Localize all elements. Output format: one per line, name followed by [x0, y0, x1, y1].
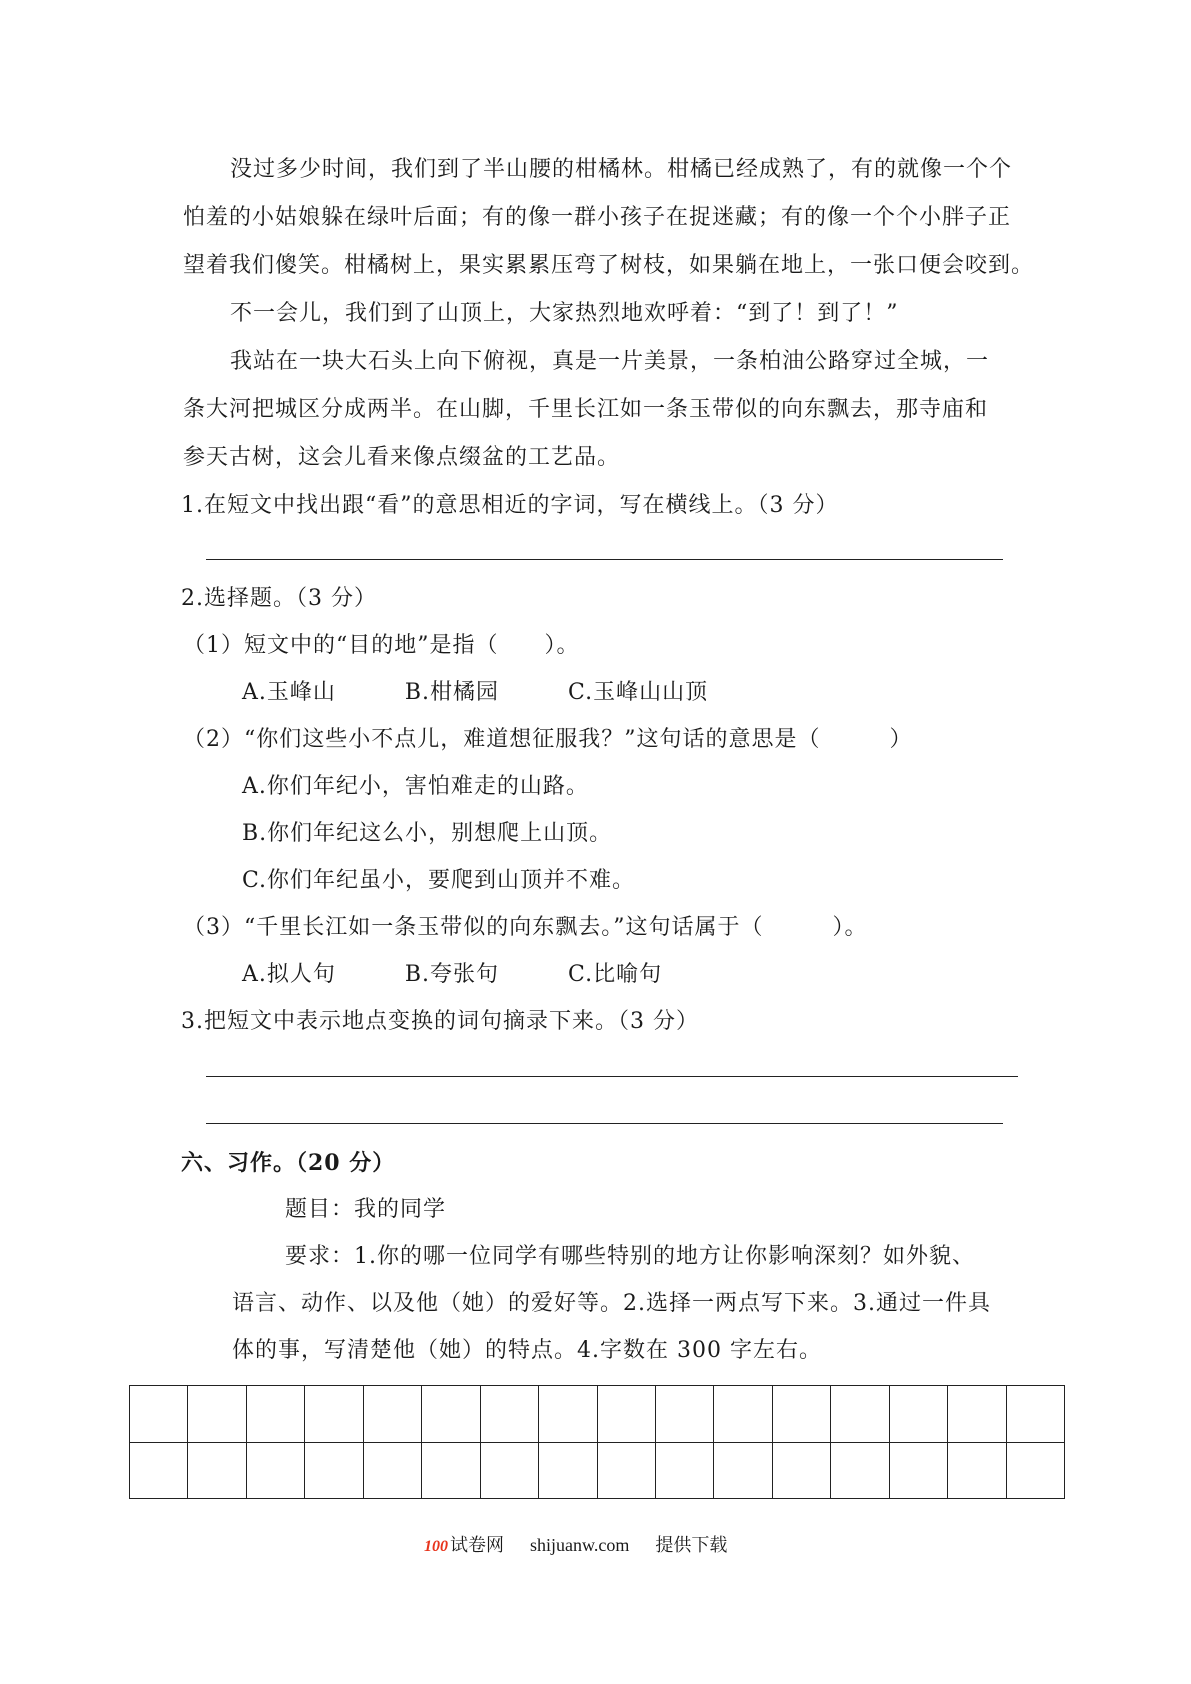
passage-line: 不一会儿，我们到了山顶上，大家热烈地欢呼着：“到了！到了！” [230, 301, 899, 326]
option-c: C.你们年纪虽小，要爬到山顶并不难。 [242, 868, 636, 893]
question-title: 2.选择题。（3 分） [181, 586, 377, 611]
grid-cell[interactable] [889, 1442, 947, 1499]
grid-cell[interactable] [246, 1386, 304, 1443]
grid-cell[interactable] [1006, 1386, 1064, 1443]
grid-cell[interactable] [831, 1386, 889, 1443]
grid-cell[interactable] [948, 1386, 1006, 1443]
grid-cell[interactable] [772, 1386, 830, 1443]
grid-cell[interactable] [539, 1442, 597, 1499]
option-b: B.你们年纪这么小，别想爬上山顶。 [242, 821, 613, 846]
grid-cell[interactable] [363, 1386, 421, 1443]
passage-line: 望着我们傻笑。柑橘树上，果实累累压弯了树枝，如果躺在地上，一张口便会咬到。 [183, 253, 1035, 278]
grid-cell[interactable] [597, 1386, 655, 1443]
grid-cell[interactable] [188, 1386, 246, 1443]
answer-line[interactable] [206, 1123, 1003, 1124]
question-text: 3.把短文中表示地点变换的词句摘录下来。（3 分） [181, 1009, 699, 1034]
grid-cell[interactable] [889, 1386, 947, 1443]
grid-cell[interactable] [363, 1442, 421, 1499]
section-heading: 六、习作。（20 分） [181, 1150, 396, 1176]
requirement-line: 语言、动作、以及他（她）的爱好等。2.选择一两点写下来。3.通过一件具 [232, 1291, 991, 1316]
grid-cell[interactable] [772, 1442, 830, 1499]
passage-line: 没过多少时间，我们到了半山腰的柑橘林。柑橘已经成熟了，有的就像一个个 [230, 157, 1013, 182]
grid-cell[interactable] [188, 1442, 246, 1499]
page-footer [424, 1533, 727, 1559]
answer-line[interactable] [206, 559, 1003, 560]
composition-topic: 题目：我的同学 [285, 1197, 447, 1222]
grid-cell[interactable] [480, 1442, 538, 1499]
grid-cell[interactable] [130, 1442, 188, 1499]
grid-cell[interactable] [948, 1442, 1006, 1499]
site-logo-text: 试卷网 [450, 1535, 504, 1555]
grid-cell[interactable] [714, 1386, 772, 1443]
grid-cell[interactable] [305, 1386, 363, 1443]
grid-cell[interactable] [422, 1442, 480, 1499]
sub-question-3: （3）“千里长江如一条玉带似的向东飘去。”这句话属于（ ）。 [183, 915, 868, 940]
option-a: A.你们年纪小，害怕难走的山路。 [242, 774, 589, 799]
grid-row [130, 1442, 1065, 1499]
grid-cell[interactable] [305, 1442, 363, 1499]
sub-question-3-options: A.拟人句 B.夸张句 C.比喻句 [242, 962, 663, 987]
grid-cell[interactable] [655, 1442, 713, 1499]
site-url[interactable]: shijuanw.com [530, 1535, 630, 1555]
sub-question-2: （2）“你们这些小不点儿，难道想征服我？”这句话的意思是（ ） [183, 727, 913, 752]
requirement-line: 要求：1.你的哪一位同学有哪些特别的地方让你影响深刻？如外貌、 [285, 1244, 975, 1269]
requirement-line: 体的事，写清楚他（她）的特点。4.字数在 300 字左右。 [232, 1338, 822, 1363]
answer-line[interactable] [206, 1076, 1018, 1077]
grid-cell[interactable] [539, 1386, 597, 1443]
sub-question-1-options: A.玉峰山 B.柑橘园 C.玉峰山山顶 [242, 680, 709, 705]
footer-note: 提供下载 [655, 1535, 728, 1555]
grid-cell[interactable] [422, 1386, 480, 1443]
grid-cell[interactable] [714, 1442, 772, 1499]
grid-cell[interactable] [130, 1386, 188, 1443]
passage-line: 参天古树，这会儿看来像点缀盆的工艺品。 [183, 445, 621, 470]
sub-question-1: （1）短文中的“目的地”是指（ ）。 [183, 633, 580, 658]
site-logo: 100 [424, 1538, 448, 1555]
passage-line: 我站在一块大石头上向下俯视，真是一片美景，一条柏油公路穿过全城，一 [230, 349, 990, 374]
writing-grid [129, 1385, 1065, 1499]
passage-line: 怕羞的小姑娘躲在绿叶后面；有的像一群小孩子在捉迷藏；有的像一个个小胖子正 [183, 205, 1012, 230]
grid-cell[interactable] [655, 1386, 713, 1443]
grid-cell[interactable] [1006, 1442, 1064, 1499]
question-text: 1.在短文中找出跟“看”的意思相近的字词，写在横线上。（3 分） [181, 493, 839, 518]
grid-cell[interactable] [480, 1386, 538, 1443]
passage-line: 条大河把城区分成两半。在山脚，千里长江如一条玉带似的向东飘去，那寺庙和 [183, 397, 989, 422]
grid-cell[interactable] [831, 1442, 889, 1499]
grid-row [130, 1386, 1065, 1443]
grid-cell[interactable] [597, 1442, 655, 1499]
grid-cell[interactable] [246, 1442, 304, 1499]
